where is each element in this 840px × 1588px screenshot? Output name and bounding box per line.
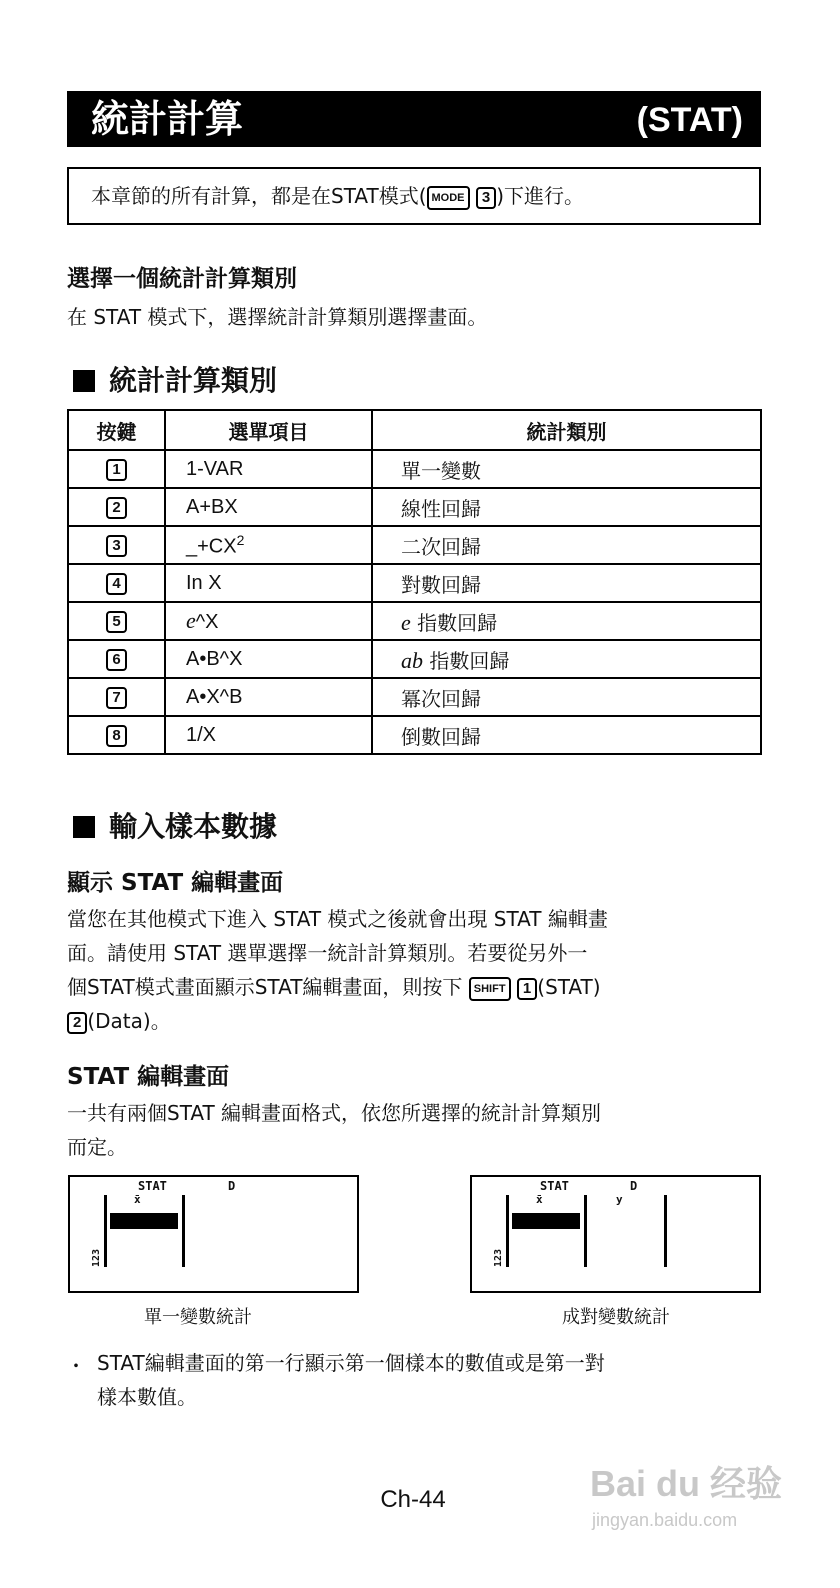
menu-item-cell bbox=[165, 526, 372, 564]
section-text-editor-screen bbox=[67, 1096, 767, 1164]
menu-item-text: ^X bbox=[195, 611, 219, 633]
table-header-type: 統計類別 bbox=[372, 410, 761, 450]
section-heading-select-category: 選擇一個統計計算類別 bbox=[67, 266, 297, 292]
square-bullet-icon bbox=[73, 816, 95, 838]
paired-variable-caption: 成對變數統計 bbox=[562, 1307, 670, 1328]
stat-type-cell: 線性回歸 bbox=[372, 488, 761, 526]
key-6-icon: 6 bbox=[106, 649, 126, 671]
page-title-mode: (STAT) bbox=[636, 101, 743, 139]
section-heading-categories-text: 統計計算類別 bbox=[109, 364, 278, 397]
cursor-cell bbox=[110, 1213, 178, 1229]
show-editor-line-3 bbox=[67, 970, 767, 1004]
menu-item-text: _+CX bbox=[186, 535, 237, 558]
column-header-y: y bbox=[616, 1193, 623, 1206]
table-header-menu: 選單項目 bbox=[165, 410, 372, 450]
menu-item-cell: A•X^B bbox=[165, 678, 372, 716]
show-editor-line-3-suffix: (STAT) bbox=[537, 975, 601, 999]
show-editor-line-1: 當您在其他模式下進入 STAT 模式之後就會出現 STAT 編輯畫 bbox=[67, 907, 608, 931]
mode-note-box bbox=[67, 167, 761, 225]
section-text-show-editor bbox=[67, 902, 767, 1038]
table-row bbox=[68, 488, 761, 526]
section-text-select-category: 在 STAT 模式下，選擇統計計算類別選擇畫面。 bbox=[67, 305, 488, 329]
key-5-icon: 5 bbox=[106, 611, 126, 633]
shift-key-icon: SHIFT bbox=[469, 977, 511, 1001]
section-heading-input-data bbox=[73, 805, 277, 845]
stat-type-italic: e bbox=[401, 609, 411, 635]
table-header-key: 按鍵 bbox=[68, 410, 165, 450]
menu-item-italic: e bbox=[186, 608, 196, 633]
table-row bbox=[68, 450, 761, 488]
section-heading-categories bbox=[73, 359, 277, 399]
key-3-icon: 3 bbox=[106, 535, 126, 557]
note-prefix: 本章節的所有計算，都是在STAT模式( bbox=[91, 184, 427, 208]
menu-item-cell: In X bbox=[165, 564, 372, 602]
stat-type-italic: ab bbox=[401, 647, 423, 673]
table-row bbox=[68, 564, 761, 602]
stat-type-cell: 倒數回歸 bbox=[372, 716, 761, 754]
table-row bbox=[68, 678, 761, 716]
menu-item-cell: 1-VAR bbox=[165, 450, 372, 488]
menu-item-cell: 1/X bbox=[165, 716, 372, 754]
menu-item-cell bbox=[165, 602, 372, 640]
column-header-x: x̄ bbox=[134, 1193, 141, 1206]
show-editor-line-4 bbox=[67, 1004, 767, 1038]
key-8-icon: 8 bbox=[106, 725, 126, 747]
screen-left-border bbox=[506, 1195, 509, 1267]
show-editor-line-4-text: (Data)。 bbox=[87, 1009, 171, 1033]
stat-type-cell bbox=[372, 640, 761, 678]
baidu-watermark-url: jingyan.baidu.com bbox=[592, 1510, 738, 1530]
table-header-row bbox=[68, 410, 761, 450]
key-3-icon: 3 bbox=[476, 187, 496, 209]
menu-item-cell: A+BX bbox=[165, 488, 372, 526]
menu-item-cell: A•B^X bbox=[165, 640, 372, 678]
paired-variable-screen bbox=[470, 1175, 761, 1293]
table-row bbox=[68, 716, 761, 754]
page-title: 統計計算 bbox=[91, 97, 244, 141]
column-header-x: x̄ bbox=[536, 1193, 543, 1206]
table-row bbox=[68, 640, 761, 678]
column-divider bbox=[664, 1195, 667, 1267]
d-indicator: D bbox=[228, 1179, 236, 1193]
column-divider bbox=[584, 1195, 587, 1267]
column-divider bbox=[182, 1195, 185, 1267]
key-4-icon: 4 bbox=[106, 573, 126, 595]
stat-type-cell: 二次回歸 bbox=[372, 526, 761, 564]
category-table bbox=[67, 409, 762, 755]
section-heading-editor-screen: STAT 編輯畫面 bbox=[67, 1064, 230, 1090]
bullet-line-2: 樣本數值。 bbox=[97, 1385, 197, 1409]
row-numbers: 123 bbox=[91, 1248, 102, 1267]
square-bullet-icon bbox=[73, 370, 95, 392]
stat-type-text: 指數回歸 bbox=[417, 610, 498, 635]
stat-indicator: STAT bbox=[540, 1179, 569, 1193]
stat-type-cell: 冪次回歸 bbox=[372, 678, 761, 716]
stat-indicator: STAT bbox=[138, 1179, 167, 1193]
title-bar bbox=[67, 91, 761, 147]
section-heading-show-editor: 顯示 STAT 編輯畫面 bbox=[67, 870, 284, 896]
key-2-icon: 2 bbox=[67, 1012, 87, 1034]
single-variable-caption: 單一變數統計 bbox=[144, 1307, 252, 1328]
stat-type-cell: 對數回歸 bbox=[372, 564, 761, 602]
stat-type-cell: 單一變數 bbox=[372, 450, 761, 488]
show-editor-line-2: 面。請使用 STAT 選單選擇一統計計算類別。若要從另外一 bbox=[67, 941, 588, 965]
page-number: Ch-44 bbox=[380, 1486, 446, 1513]
key-1-icon: 1 bbox=[517, 978, 537, 1000]
stat-type-cell bbox=[372, 602, 761, 640]
note-suffix: )下進行。 bbox=[496, 184, 585, 208]
editor-screen-line-1: 一共有兩個STAT 編輯畫面格式，依您所選擇的統計計算類別 bbox=[67, 1101, 602, 1125]
d-indicator: D bbox=[630, 1179, 638, 1193]
bullet-dot: ・ bbox=[66, 1354, 86, 1378]
key-1-icon: 1 bbox=[106, 459, 126, 481]
single-variable-screen bbox=[68, 1175, 359, 1293]
stat-type-text: 指數回歸 bbox=[429, 648, 510, 673]
screen-left-border bbox=[104, 1195, 107, 1267]
table-row bbox=[68, 602, 761, 640]
baidu-watermark-logo: Bai du 经验 bbox=[590, 1463, 783, 1504]
cursor-cell bbox=[512, 1213, 580, 1229]
key-2-icon: 2 bbox=[106, 497, 126, 519]
menu-item-superscript: 2 bbox=[236, 531, 245, 548]
row-numbers: 123 bbox=[493, 1248, 504, 1267]
table-row bbox=[68, 526, 761, 564]
show-editor-line-3-text: 個STAT模式畫面顯示STAT編輯畫面，則按下 bbox=[67, 975, 463, 999]
bullet-line-1: STAT編輯畫面的第一行顯示第一個樣本的數值或是第一對 bbox=[97, 1351, 605, 1375]
mode-key-icon: MODE bbox=[427, 186, 470, 210]
key-7-icon: 7 bbox=[106, 687, 126, 709]
section-heading-input-data-text: 輸入樣本數據 bbox=[109, 810, 278, 843]
editor-screen-line-2: 而定。 bbox=[67, 1135, 127, 1159]
bullet-note bbox=[97, 1346, 777, 1414]
